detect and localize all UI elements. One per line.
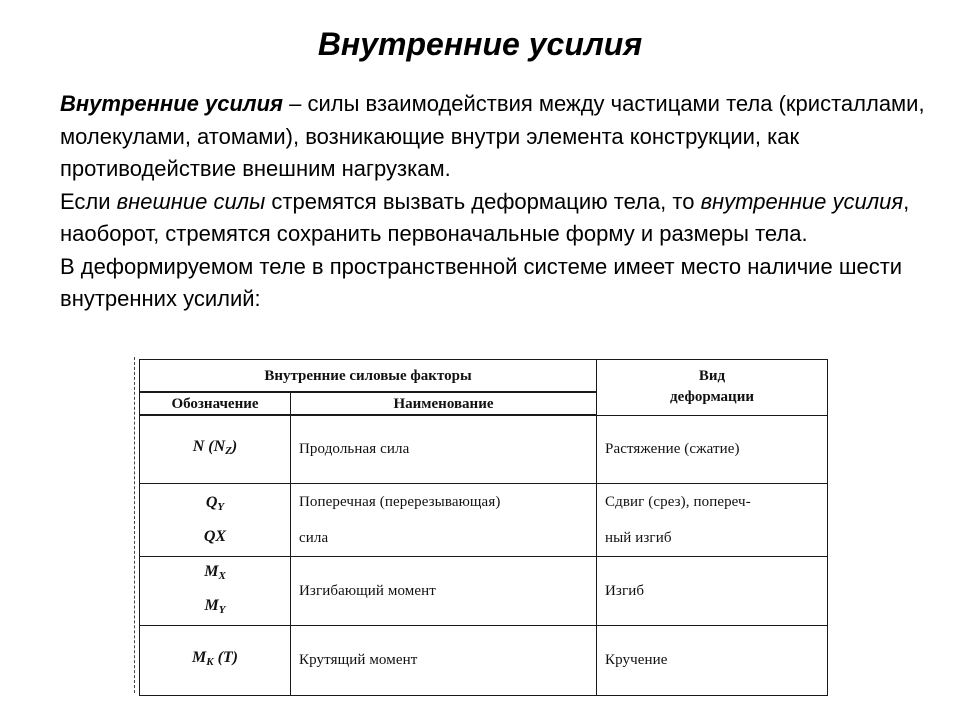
p2-end: , наоборот, стремятся сохранить первоначальные форму и размеры тела. <box>60 188 910 246</box>
name-cell <box>291 415 597 483</box>
term-external-forces: внешние силы <box>116 188 266 214</box>
p2-mid: стремятся вызвать деформацию тела, то <box>265 188 701 214</box>
paragraph-external-forces <box>60 186 940 251</box>
paragraph-six-forces: В деформируемом теле в пространственной системе имеет место наличие шести внутренних усилий: <box>60 253 903 311</box>
deformation-line: ный изгиб <box>605 529 672 546</box>
name-line: Продольная сила <box>299 441 410 458</box>
deformation-line: Сдвиг (срез), попереч- <box>605 493 751 510</box>
table-row <box>140 415 828 483</box>
symbol-line <box>140 488 290 522</box>
slide-title: Внутренние усилия <box>317 26 643 62</box>
header-deformation-cell <box>597 360 828 416</box>
internal-force-factors-table-frame <box>134 355 829 695</box>
term-internal-forces: Внутренние усилия <box>60 91 283 116</box>
symbol-line <box>140 557 290 591</box>
symbol-line <box>140 591 290 625</box>
symbol-base: Q <box>205 493 218 511</box>
table-header-row <box>140 360 828 393</box>
deformation-cell <box>597 625 828 695</box>
p2-start: Если <box>60 188 117 214</box>
symbol-line <box>140 522 290 552</box>
symbol-subscript: Y <box>217 500 225 513</box>
scan-edge-line <box>134 357 135 693</box>
table-row <box>140 556 828 625</box>
name-cell <box>291 556 597 625</box>
name-line: Крутящий момент <box>299 652 418 668</box>
table-row <box>140 625 828 695</box>
symbol-cell <box>140 625 291 695</box>
symbol-base: M <box>204 562 219 580</box>
symbol-base: QX <box>203 527 227 545</box>
symbol-subscript: Y <box>218 603 226 616</box>
table-body <box>140 415 828 695</box>
symbol-tail: (T) <box>213 649 238 666</box>
name-line: Поперечная (перерезывающая) <box>299 493 501 510</box>
symbol-subscript: Z <box>225 445 232 458</box>
deformation-line: Кручение <box>605 652 668 668</box>
name-cell <box>291 625 597 695</box>
deformation-cell <box>597 483 828 556</box>
table-row <box>140 483 828 556</box>
symbol-subscript: X <box>218 569 226 582</box>
symbol-tail: ) <box>231 438 238 456</box>
symbol-line <box>140 436 290 462</box>
symbol-cell <box>140 483 291 556</box>
deformation-cell <box>597 556 828 625</box>
symbol-cell <box>140 556 291 625</box>
header-deformation-line1: Вид <box>698 368 726 385</box>
name-line: сила <box>299 529 329 546</box>
name-cell <box>291 483 597 556</box>
body-text <box>60 88 940 316</box>
deformation-cell <box>597 415 828 483</box>
definition-text: – силы взаимодействия между частицами тела (кристаллами, молекулами, атомами), возникающие внутри элемента конструкции, как противодействие внешним нагрузкам. <box>60 91 925 181</box>
header-symbol-cell: Обозначение <box>140 392 291 415</box>
name-line: Изгибающий момент <box>299 582 436 599</box>
symbol-cell <box>140 415 291 483</box>
paragraph-definition <box>60 88 940 186</box>
header-group-cell: Внутренние силовые факторы <box>140 360 597 393</box>
symbol-line <box>140 647 290 673</box>
deformation-line: Изгиб <box>605 582 645 599</box>
symbol-base: M <box>204 596 219 614</box>
symbol-base: M <box>191 649 207 666</box>
term-internal-forces-2: внутренние усилия <box>700 188 904 214</box>
header-name-cell: Наименование <box>291 392 597 415</box>
header-deformation-line2: деформации <box>670 389 754 406</box>
deformation-line: Растяжение (сжатие) <box>605 441 740 457</box>
internal-force-factors-table <box>139 359 828 696</box>
symbol-subscript: K <box>206 656 214 668</box>
symbol-base: N (N <box>192 438 226 456</box>
